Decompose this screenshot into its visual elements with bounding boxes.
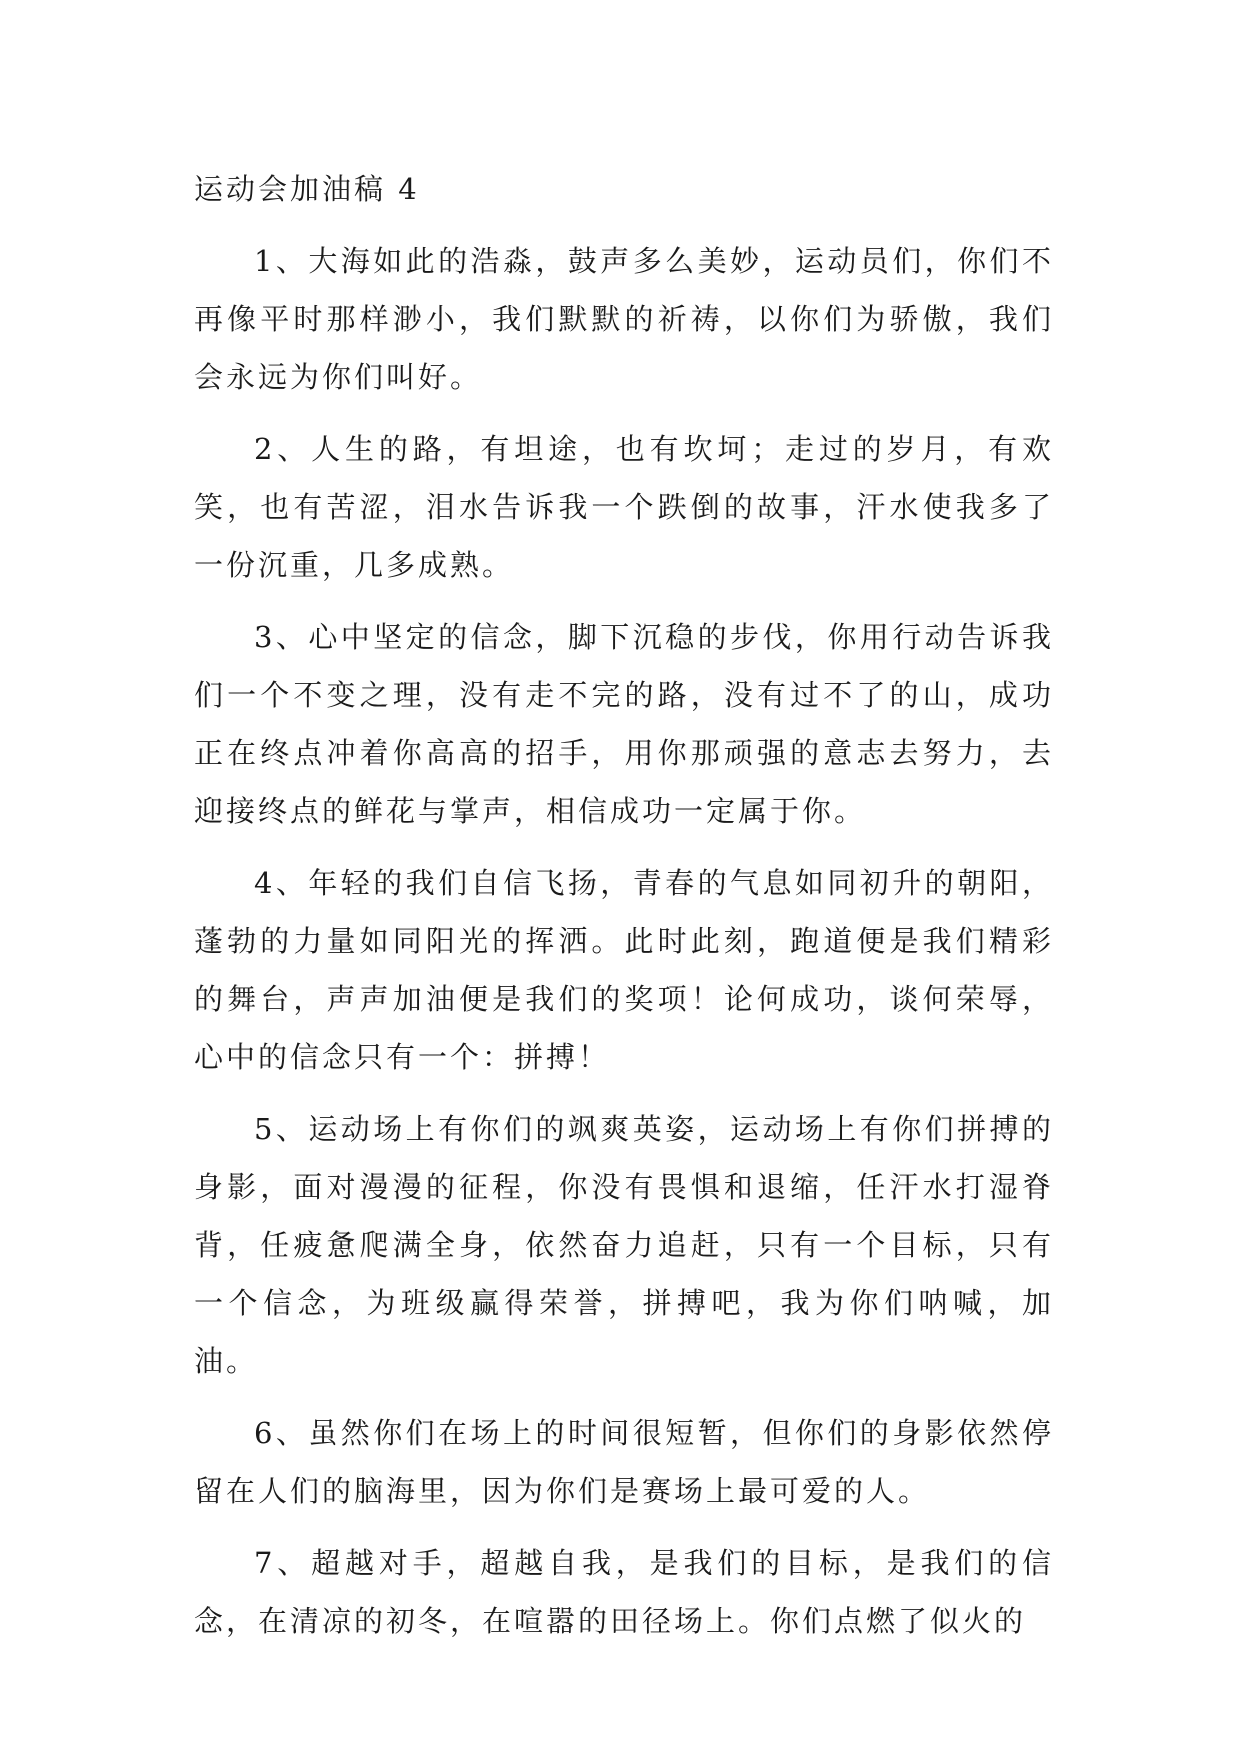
- document-body: [194, 160, 1054, 1650]
- paragraph-7: 7、超越对手，超越自我，是我们的目标，是我们的信念，在清凉的初冬，在喧嚣的田径场上。你们点燃了似火的: [194, 1546, 1054, 1638]
- paragraph-6: 6、虽然你们在场上的时间很短暂，但你们的身影依然停留在人们的脑海里，因为你们是赛场上最可爱的人。: [194, 1416, 1054, 1508]
- document-title: 运动会加油稿 4: [194, 172, 420, 206]
- paragraph-4: 4、年轻的我们自信飞扬，青春的气息如同初升的朝阳，蓬勃的力量如同阳光的挥洒。此时此刻，跑道便是我们精彩的舞台，声声加油便是我们的奖项！论何成功，谈何荣辱，心中的信念只有一个：拼搏！: [194, 866, 1054, 1074]
- paragraph-3: 3、心中坚定的信念，脚下沉稳的步伐，你用行动告诉我们一个不变之理，没有走不完的路，没有过不了的山，成功正在终点冲着你高高的招手，用你那顽强的意志去努力，去迎接终点的鲜花与掌声，相信成功一定属于你。: [194, 620, 1054, 828]
- paragraph-5: 5、运动场上有你们的飒爽英姿，运动场上有你们拼搏的身影，面对漫漫的征程，你没有畏惧和退缩，任汗水打湿脊背，任疲惫爬满全身，依然奋力追赶，只有一个目标，只有一个信念，为班级赢得荣誉，拼搏吧，我为你们呐喊，加油。: [194, 1112, 1054, 1378]
- paragraph-2: 2、人生的路，有坦途，也有坎坷；走过的岁月，有欢笑，也有苦涩，泪水告诉我一个跌倒的故事，汗水使我多了一份沉重，几多成熟。: [194, 432, 1054, 582]
- paragraph-1: 1、大海如此的浩淼，鼓声多么美妙，运动员们，你们不再像平时那样渺小，我们默默的祈祷，以你们为骄傲，我们会永远为你们叫好。: [194, 244, 1054, 394]
